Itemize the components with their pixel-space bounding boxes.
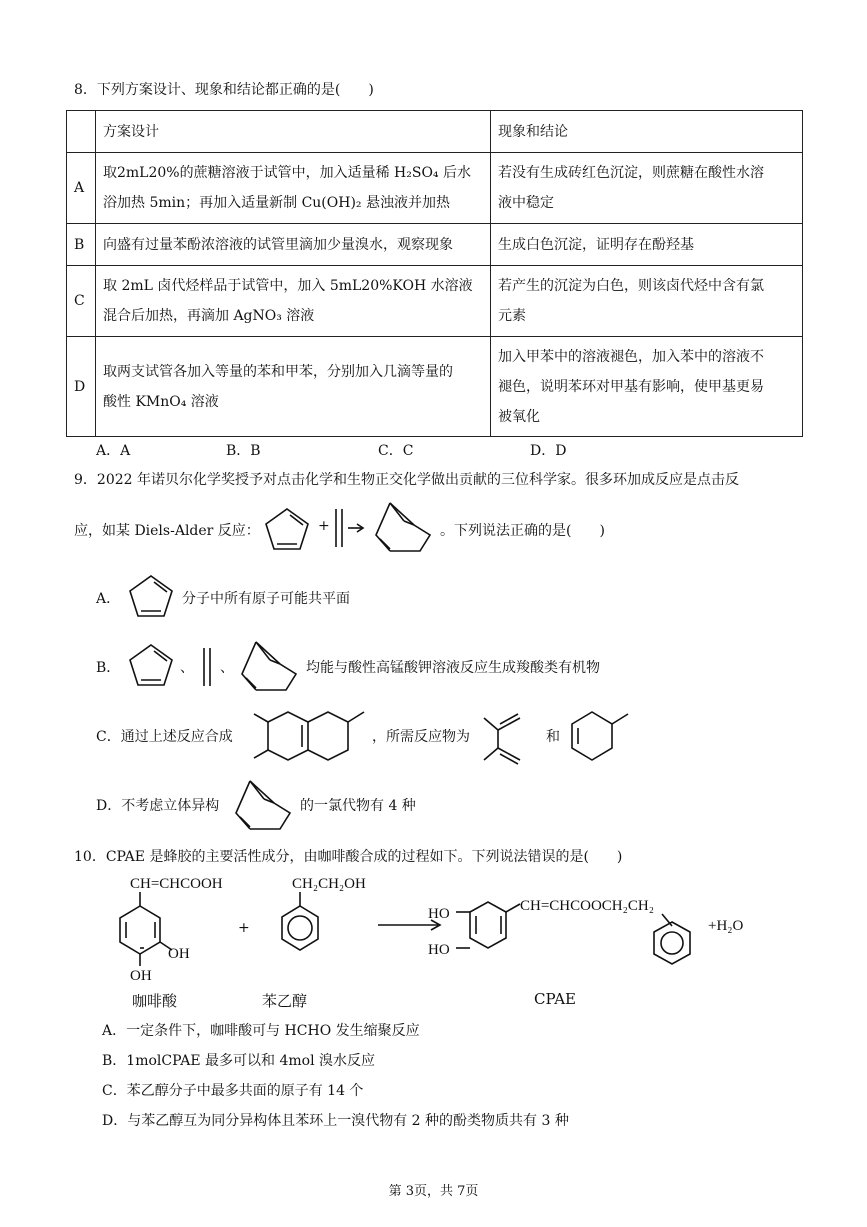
row-label: A bbox=[67, 153, 96, 224]
result-line: 生成白色沉淀，证明存在酚羟基 bbox=[498, 236, 694, 253]
methylcyclohexene-structure bbox=[566, 706, 636, 768]
q9-option-b-text: 均能与酸性高锰酸钾溶液反应生成羧酸类有机物 bbox=[306, 660, 600, 676]
table-header-design: 方案设计 bbox=[96, 111, 491, 153]
cyclopentadiene-structure bbox=[262, 505, 312, 553]
ho-label: HO bbox=[428, 942, 450, 958]
q8-stem: 8．下列方案设计、现象和结论都正确的是( ) bbox=[74, 82, 374, 98]
q10-option-b[interactable]: B．1molCPAE 最多可以和 4mol 溴水反应 bbox=[102, 1053, 375, 1069]
result-line: 元素 bbox=[498, 308, 526, 324]
table-row bbox=[67, 224, 803, 266]
design-line: 混合后加热，再滴加 AgNO₃ 溶液 bbox=[103, 308, 315, 324]
design-line: 取两支试管各加入等量的苯和甲苯，分别加入几滴等量的 bbox=[103, 363, 453, 380]
design-cell bbox=[96, 337, 491, 437]
row-label: C bbox=[67, 266, 96, 337]
design-line: 取2mL20%的蔗糖溶液于试管中，加入适量稀 H₂SO₄ 后水 bbox=[103, 165, 471, 181]
plus-sign: + bbox=[318, 518, 330, 534]
q9-option-c-prefix[interactable]: C．通过上述反应合成 bbox=[96, 729, 233, 745]
label-phenethyl-alcohol: 苯乙醇 bbox=[262, 992, 308, 1010]
cyclopentadiene-structure bbox=[126, 641, 176, 689]
cpae-chain-label: CH=CHCOOCH₂CH₂ bbox=[520, 898, 654, 914]
water-label: +H₂O bbox=[708, 918, 744, 934]
q8-table bbox=[66, 110, 803, 437]
q9-stem-line2a: 应，如某 Diels-Alder 反应： bbox=[74, 523, 260, 539]
result-line: 若产生的沉淀为白色，则该卤代烃中含有氯 bbox=[498, 278, 764, 294]
q8-option-b[interactable]: B．B bbox=[226, 443, 261, 459]
q10-option-c[interactable]: C．苯乙醇分子中最多共面的原子有 14 个 bbox=[102, 1083, 364, 1099]
norbornene-structure bbox=[230, 775, 294, 833]
q8-option-c[interactable]: C．C bbox=[378, 443, 414, 459]
oh-label: OH bbox=[168, 946, 190, 962]
ethylene-arrow-structure bbox=[330, 507, 370, 549]
q10-stem: 10．CPAE 是蜂胶的主要活性成分，由咖啡酸合成的过程如下。下列说法错误的是( ) bbox=[74, 849, 623, 865]
q9-option-b-prefix[interactable]: B． bbox=[96, 660, 121, 676]
table-row bbox=[67, 266, 803, 337]
table-row bbox=[67, 337, 803, 437]
design-line: 取 2mL 卤代烃样品于试管中，加入 5mL20%KOH 水溶液 bbox=[103, 278, 473, 294]
q8-option-a[interactable]: A．A bbox=[96, 443, 131, 459]
design-cell bbox=[96, 266, 491, 337]
table-header-result: 现象和结论 bbox=[491, 111, 803, 153]
phenethyl-group-label: CH₂CH₂OH bbox=[292, 876, 366, 892]
result-line: 被氧化 bbox=[498, 408, 540, 425]
cpae-structure bbox=[426, 890, 766, 970]
q10-option-d[interactable]: D．与苯乙醇互为同分异构体且苯环上一溴代物有 2 种的酚类物质共有 3 种 bbox=[102, 1113, 569, 1129]
result-cell bbox=[491, 153, 803, 224]
label-cpae: CPAE bbox=[534, 990, 576, 1008]
table-row bbox=[67, 153, 803, 224]
fused-bicyclic-structure bbox=[244, 706, 370, 768]
q8-option-d[interactable]: D．D bbox=[530, 443, 567, 459]
page-footer: 第 3页，共 7页 bbox=[388, 1184, 479, 1199]
norbornene-structure bbox=[236, 636, 300, 694]
result-cell bbox=[491, 224, 803, 266]
result-line: 加入甲苯中的溶液褪色，加入苯中的溶液不 bbox=[498, 348, 764, 365]
row-label: B bbox=[67, 224, 96, 266]
oh-label: OH bbox=[130, 968, 152, 984]
cyclopentadiene-structure bbox=[126, 572, 176, 620]
result-cell bbox=[491, 337, 803, 437]
table-header-row bbox=[67, 111, 803, 153]
label-caffeic-acid: 咖啡酸 bbox=[132, 992, 178, 1010]
q9-option-a-prefix[interactable]: A． bbox=[96, 591, 121, 607]
q9-option-c-mid: ，所需反应物为 bbox=[372, 729, 470, 745]
separator: 、 bbox=[180, 660, 194, 676]
q10-option-a[interactable]: A．一定条件下，咖啡酸可与 HCHO 发生缩聚反应 bbox=[102, 1023, 420, 1039]
design-cell bbox=[96, 153, 491, 224]
q9-option-d-prefix[interactable]: D．不考虑立体异构 bbox=[96, 798, 220, 814]
q9-stem-line2b: 。下列说法正确的是( ) bbox=[440, 523, 605, 539]
ho-label: HO bbox=[428, 906, 450, 922]
dimethylbutadiene-structure bbox=[480, 710, 540, 766]
result-line: 若没有生成砖红色沉淀，则蔗糖在酸性水溶 bbox=[498, 165, 764, 181]
q9-option-c-and: 和 bbox=[546, 729, 560, 745]
result-line: 液中稳定 bbox=[498, 195, 554, 211]
design-line: 向盛有过量苯酚浓溶液的试管里滴加少量溴水，观察现象 bbox=[103, 236, 453, 253]
result-cell bbox=[491, 266, 803, 337]
separator: 、 bbox=[220, 660, 234, 676]
design-cell bbox=[96, 224, 491, 266]
q9-stem-line1: 9．2022 年诺贝尔化学奖授予对点击化学和生物正交化学做出贡献的三位科学家。很多环加成反应是点击反 bbox=[74, 472, 739, 488]
row-label: D bbox=[67, 337, 96, 437]
table-cell bbox=[67, 111, 96, 153]
caffeic-acid-structure bbox=[110, 872, 223, 988]
design-line: 酸性 KMnO₄ 溶液 bbox=[103, 393, 219, 410]
norbornene-structure bbox=[370, 497, 434, 555]
caffeic-group-label: CH=CHCOOH bbox=[130, 876, 223, 892]
ethylene-structure bbox=[196, 646, 220, 688]
q8-options bbox=[0, 440, 867, 460]
q9-option-d-text: 的一氯代物有 4 种 bbox=[300, 798, 416, 814]
q9-option-a-text: 分子中所有原子可能共平面 bbox=[182, 591, 350, 607]
phenethyl-alcohol-structure bbox=[270, 872, 390, 962]
plus-sign: + bbox=[238, 920, 250, 936]
result-line: 褪色，说明苯环对甲基有影响，使甲基更易 bbox=[498, 378, 764, 395]
design-line: 浴加热 5min；再加入适量新制 Cu(OH)₂ 悬浊液并加热 bbox=[103, 195, 450, 211]
